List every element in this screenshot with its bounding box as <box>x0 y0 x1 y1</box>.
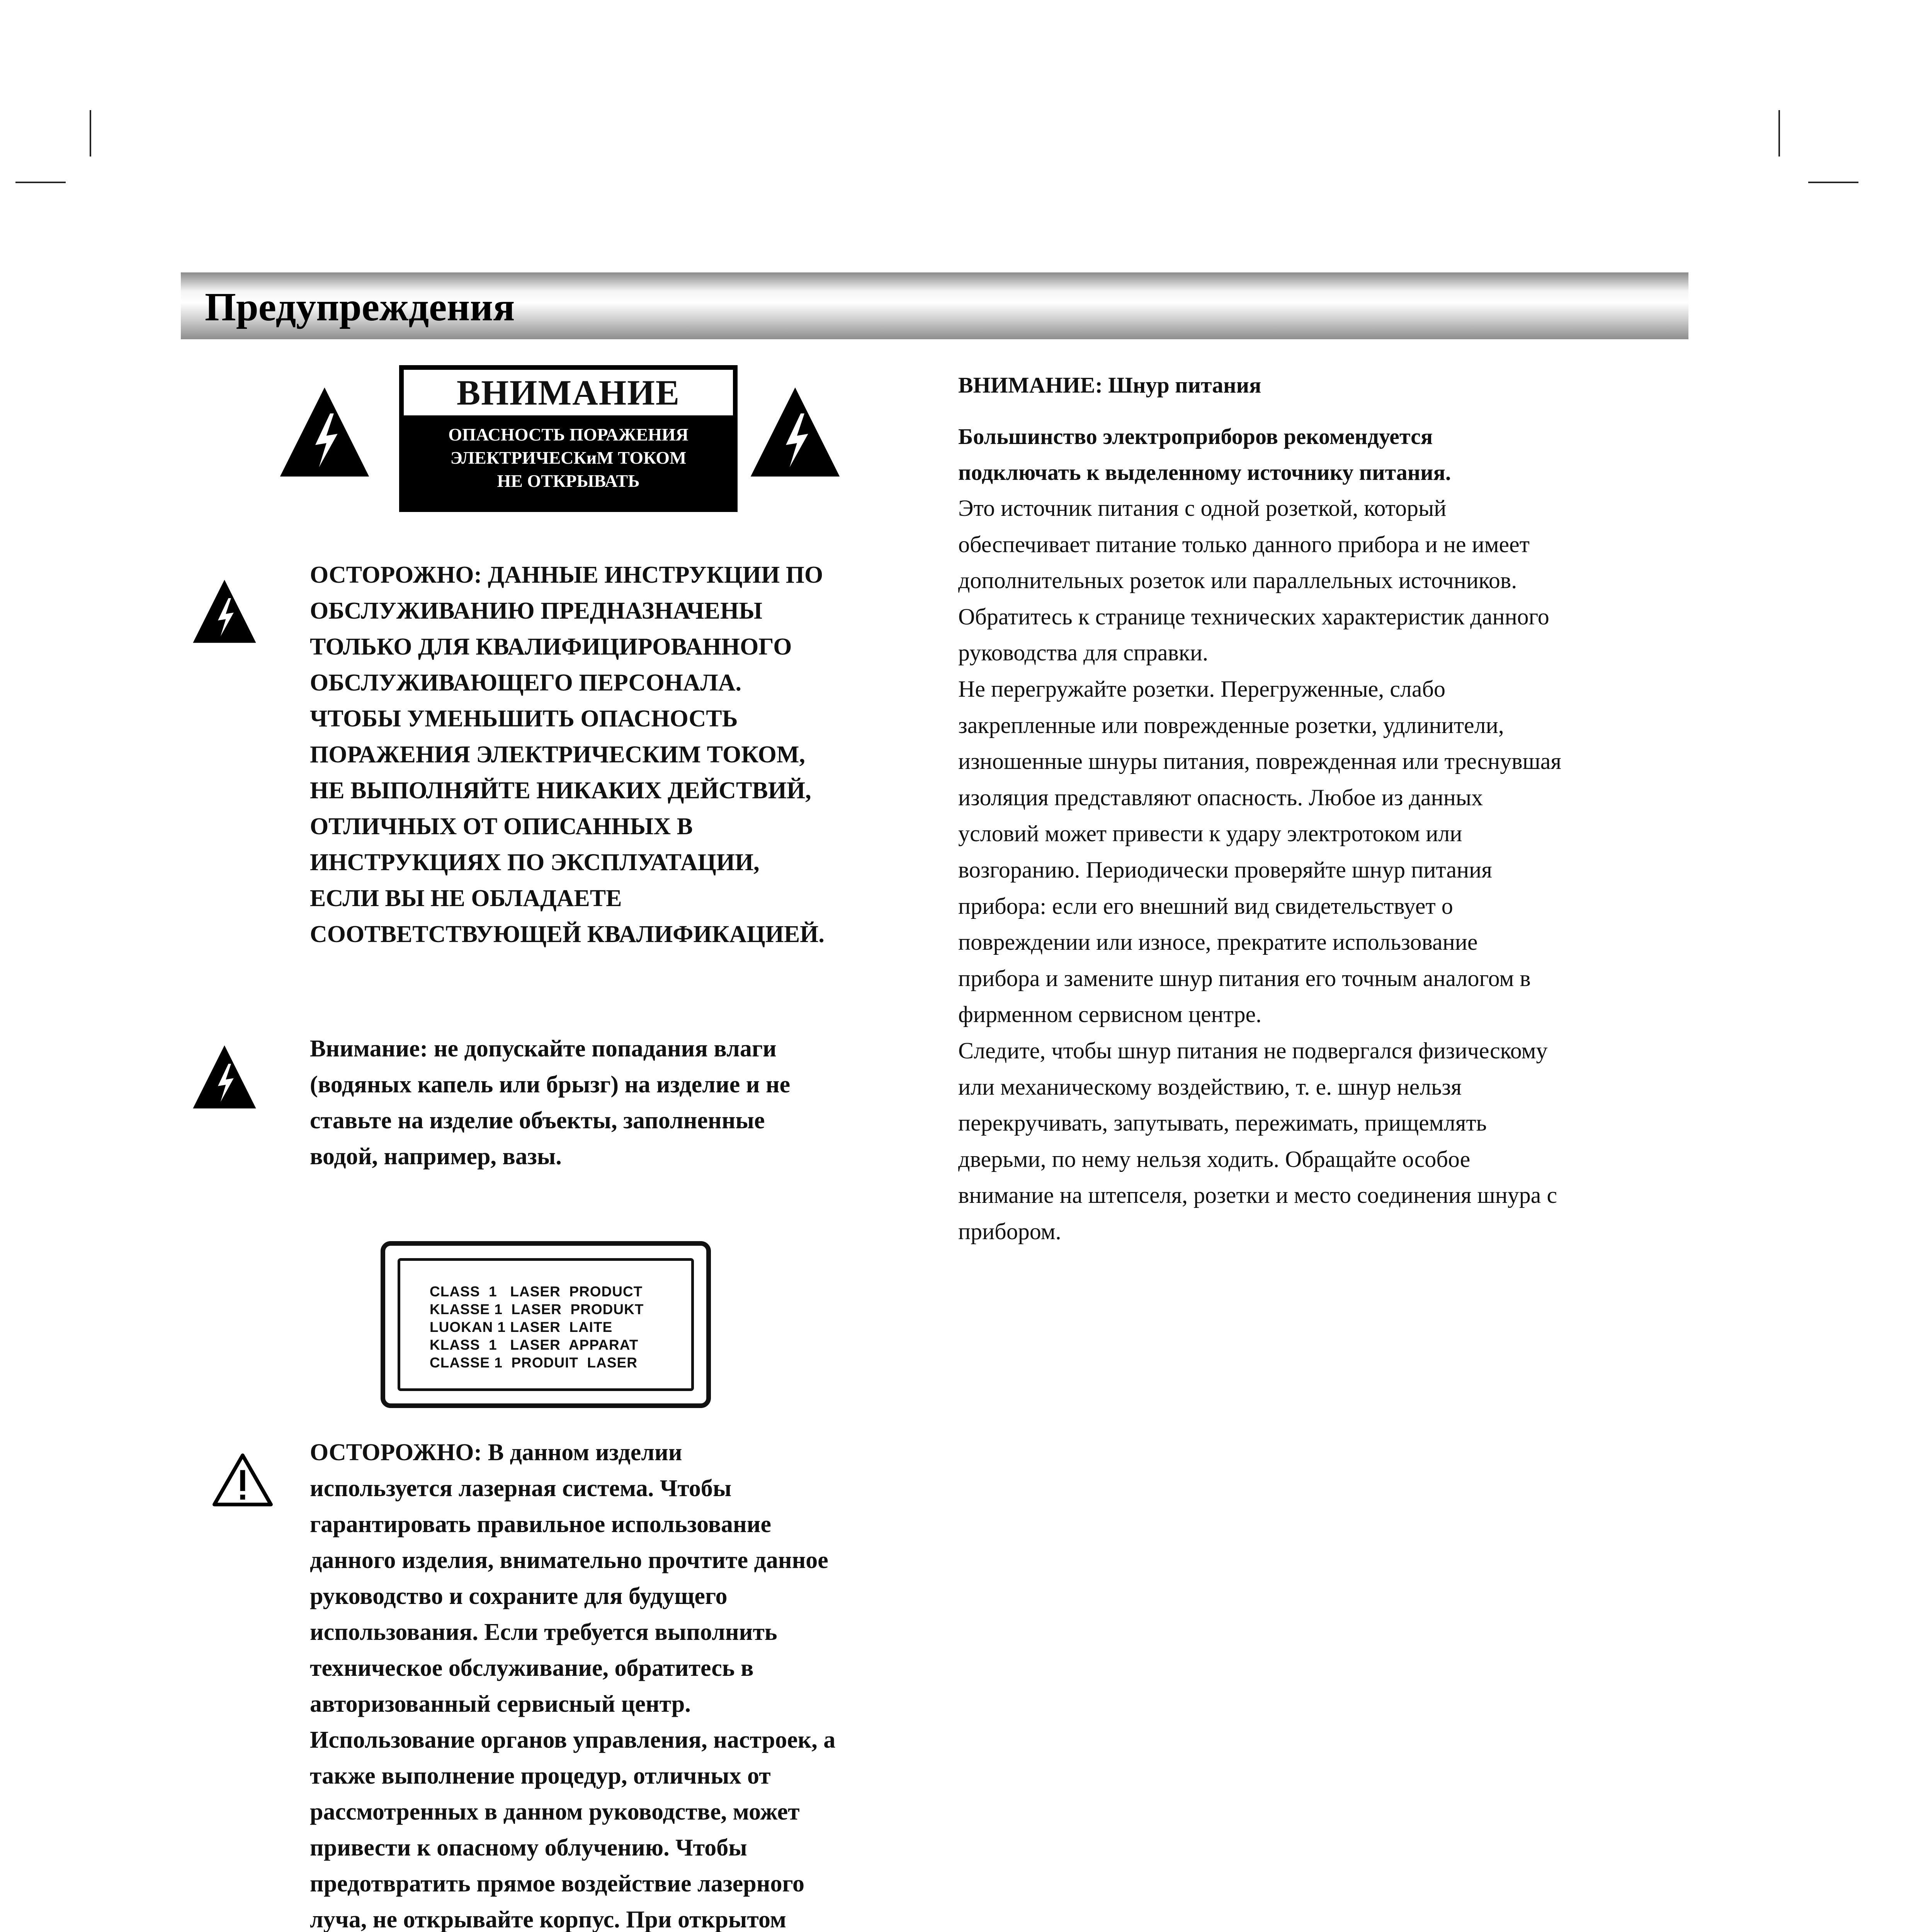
caution-laser-text: ОСТОРОЖНО: В данном изделии используется лазерная система. Чтобы гарантировать правильное использование данного изделия, внимательно прочтите данное руководство и сохраните для будущего использования. Если требуется выполнить техническое обслуживание, обратитесь в авторизованный сервисный центр. Использование органов управления, настроек, а также выполнение процедур, отличных от рассмотренных в данном руководстве, может привести к опасному облучению. Чтобы предотвратить прямое воздействие лазерного луча, не открывайте корпус. При открытом <box>310 1439 836 1932</box>
section-title-bar <box>181 272 1688 339</box>
caution-service-text: ОСТОРОЖНО: ДАННЫЕ ИНСТРУКЦИИ ПО ОБСЛУЖИВАНИЮ ПРЕДНАЗНАЧЕНЫ ТОЛЬКО ДЛЯ КВАЛИФИЦИРОВАННОГО ОБСЛУЖИВАЮЩЕГО ПЕРСОНАЛА. ЧТОБЫ УМЕНЬШИТЬ ОПАСНОСТЬ ПОРАЖЕНИЯ ЭЛЕКТРИЧЕСКИМ ТОКОМ, НЕ ВЫПОЛНЯЙТЕ НИКАКИХ ДЕЙСТВИЙ, ОТЛИЧНЫХ ОТ ОПИСАННЫХ В ИНСТРУКЦИЯХ ПО ЭКСПЛУАТАЦИИ, ЕСЛИ ВЫ НЕ ОБЛАДАЕТЕ СООТВЕТСТВУЮЩЕЙ КВАЛИФИКАЦИЕЙ. <box>310 562 825 947</box>
crop-mark <box>15 182 66 183</box>
power-cord-heading: ВНИМАНИЕ: Шнур питания <box>958 372 1261 398</box>
warning-heading: ВНИМАНИЕ <box>404 370 733 415</box>
power-cord-bold-intro: Большинство электроприборов рекомендуется подключать к выделенному источнику питания. <box>958 424 1451 485</box>
lightning-warning-icon <box>749 386 842 478</box>
lightning-warning-icon <box>192 578 257 644</box>
laser-label-text: CLASS 1 LASER PRODUCT KLASSE 1 LASER PRODUKT LUOKAN 1 LASER LAITE KLASS 1 LASER APPARAT CLASSE 1 PRODUIT LASER <box>430 1284 644 1371</box>
page-title: Предупреждения <box>205 285 515 329</box>
crop-mark <box>1808 182 1858 183</box>
exclamation-warning-icon <box>212 1453 274 1507</box>
lightning-warning-icon <box>192 1044 257 1110</box>
power-cord-section <box>958 367 1692 1250</box>
caution-water-text: Внимание: не допускайте попадания влаги (водяных капель или брызг) на изделие и не ставьте на изделие объекты, заполненные водой, например, вазы. <box>310 1036 791 1170</box>
crop-mark <box>1778 110 1780 156</box>
electric-shock-warning-box <box>399 365 738 512</box>
crop-mark <box>90 110 91 156</box>
laser-product-label <box>381 1241 711 1408</box>
lightning-warning-icon <box>278 386 371 478</box>
power-cord-body: Это источник питания с одной розеткой, который обеспечивает питание только данного прибора и не имеет дополнительных розеток или параллельных источников. Обратитесь к странице технических характеристик данного руководства для справки. Не перегружайте розетки. Перегруженные, слабо закрепленные или поврежденные розетки, удлинители, изношенные шнуры питания, поврежденная или треснувшая изоляция представляют опасность. Любое из данных условий может привести к удару электротоком или возгоранию. Периодически проверяйте шнур питания прибора: если его внешний вид свидетельствует о повреждении или износе, прекратите использование прибора и замените шнур питания его точным аналогом в фирменном сервисном центре. Следите, чтобы шнур питания не подвергался физическому или механическому воздействию, т. е. шнур нельзя перекручивать, запутывать, пережимать, прищемлять дверьми, по нему нельзя ходить. Обращайте особое внимание на штепселя, розетки и место соединения шнура с прибором. <box>958 495 1562 1244</box>
warning-subtext: ОПАСНОСТЬ ПОРАЖЕНИЯ ЭЛЕКТРИЧЕСКиМ ТОКОМ НЕ ОТКРЫВАТЬ <box>448 425 689 491</box>
